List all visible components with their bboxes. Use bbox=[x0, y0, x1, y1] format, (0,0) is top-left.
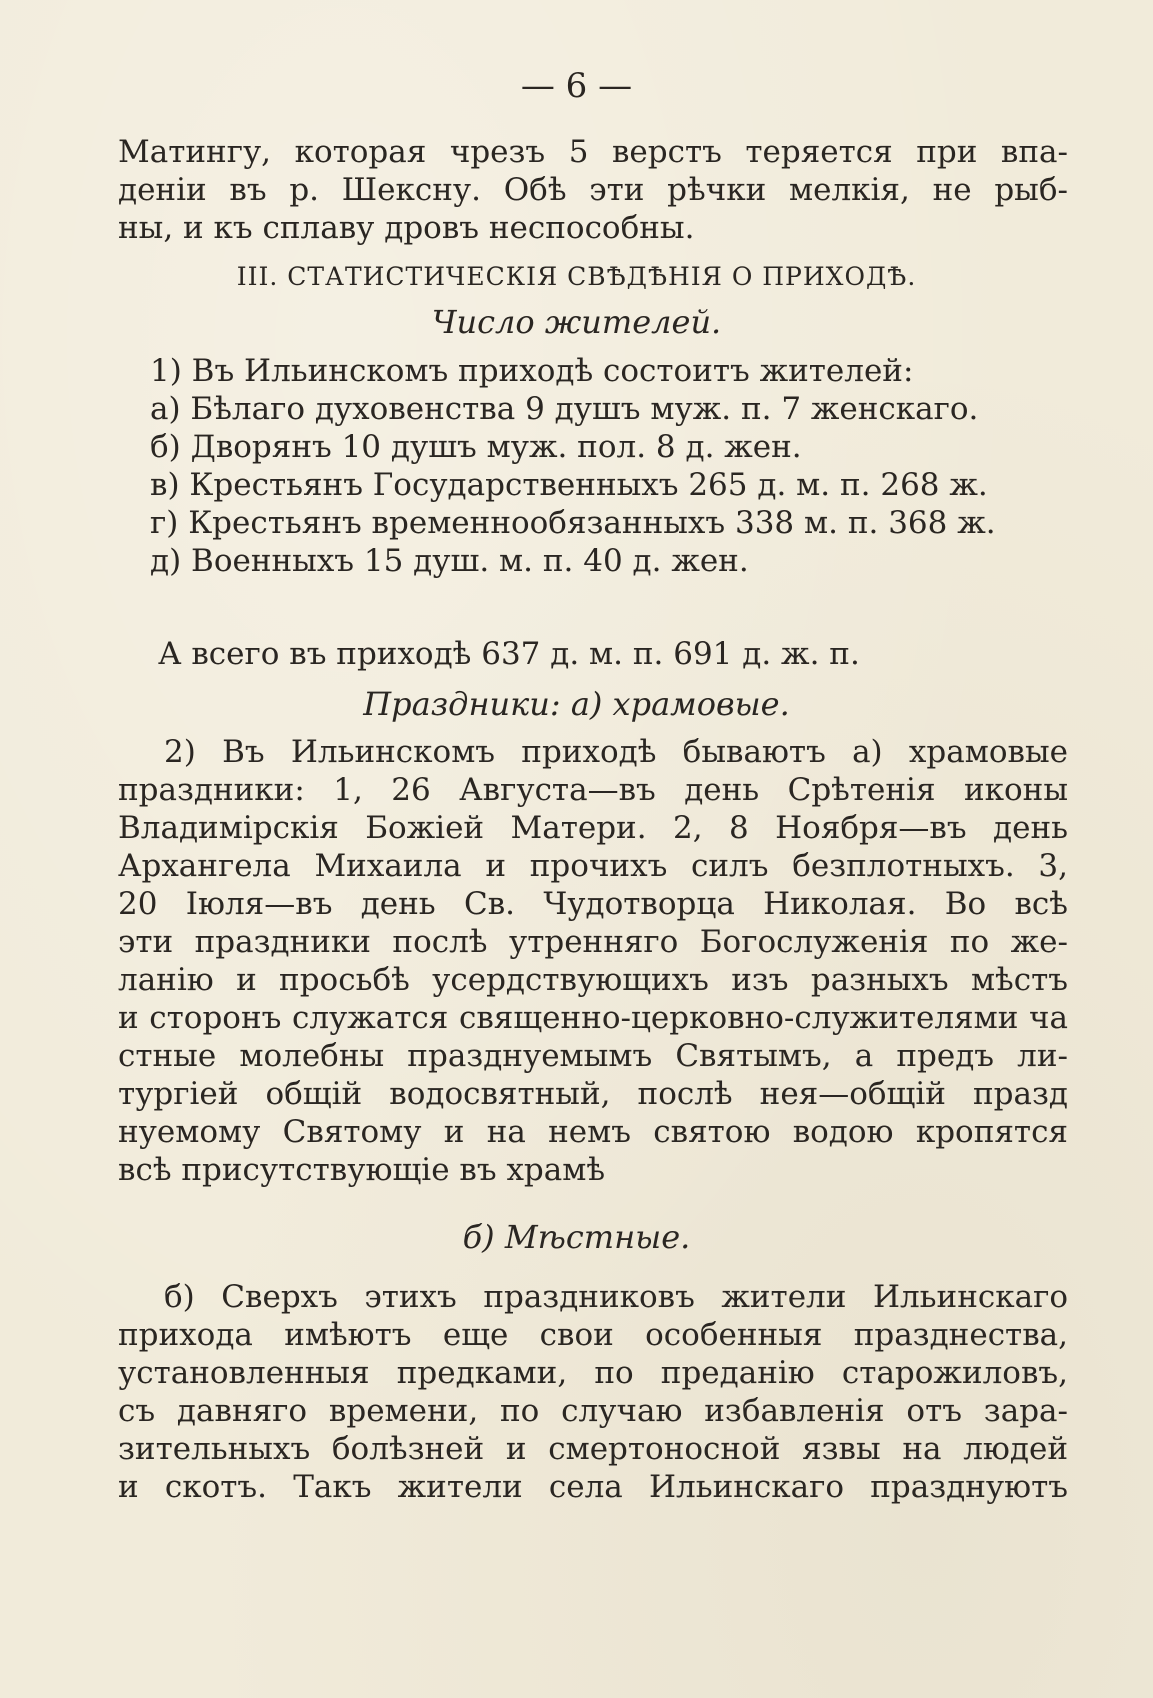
text-line: 20 Іюля—въ день Св. Чудотворца Николая. Во всѣ bbox=[118, 886, 1068, 922]
text-line: установленныя предками, по преданію старожиловъ, bbox=[118, 1355, 1068, 1391]
text-line: Владимірскія Божіей Матери. 2, 8 Ноября—въ день bbox=[118, 810, 1068, 846]
list-item: д) Военныхъ 15 душ. м. п. 40 д. жен. bbox=[150, 543, 749, 579]
text-line: тургіей общій водосвятный, послѣ нея—общій празд bbox=[118, 1076, 1068, 1112]
section-heading: III. СТАТИСТИЧЕСКІЯ СВѢДѢНІЯ О ПРИХОДѢ. bbox=[236, 262, 917, 291]
list-item: а) Бѣлаго духовенства 9 душъ муж. п. 7 женскаго. bbox=[150, 391, 979, 427]
text-line: стные молебны празднуемымъ Святымъ, а предъ ли- bbox=[118, 1038, 1068, 1074]
text-line: Матингу, которая чрезъ 5 верстъ теряется при впа- bbox=[118, 134, 1068, 170]
population-total bbox=[158, 635, 1038, 673]
text-line: б) Сверхъ этихъ праздниковъ жители Ильинскаго bbox=[164, 1279, 1068, 1315]
text-line: деніи въ р. Шексну. Обѣ эти рѣчки мелкія, не рыб- bbox=[118, 172, 1068, 208]
local-subtitle: б) Мѣстные. bbox=[462, 1218, 691, 1256]
text-line: Архангела Михаила и прочихъ силъ безплотныхъ. 3, bbox=[118, 848, 1068, 884]
text-line: всѣ присутствующіе въ храмѣ bbox=[118, 1152, 606, 1188]
holidays-paragraph bbox=[118, 733, 1068, 1189]
list-item: 1) Въ Ильинскомъ приходѣ состоитъ жителей: bbox=[150, 353, 914, 389]
text-line: зительныхъ болѣзней и смертоносной язвы на людей bbox=[118, 1431, 1068, 1467]
list-item: г) Крестьянъ временнообязанныхъ 338 м. п. 368 ж. bbox=[150, 505, 996, 541]
list-item: б) Дворянъ 10 душъ муж. пол. 8 д. жен. bbox=[150, 429, 802, 465]
holidays-subtitle: Праздники: а) храмовые. bbox=[363, 685, 790, 723]
intro-paragraph bbox=[118, 133, 1068, 247]
text-line: 2) Въ Ильинскомъ приходѣ бываютъ а) храмовые bbox=[164, 734, 1068, 770]
text-line: ны, и къ сплаву дровъ неспособны. bbox=[118, 210, 695, 246]
text-line: эти праздники послѣ утренняго Богослуженія по же- bbox=[118, 924, 1068, 960]
list-item: в) Крестьянъ Государственныхъ 265 д. м. п. 268 ж. bbox=[150, 467, 988, 503]
population-subtitle: Число жителей. bbox=[431, 303, 722, 341]
text-line: съ давняго времени, по случаю избавленія отъ зара- bbox=[118, 1393, 1068, 1429]
population-list bbox=[150, 352, 1050, 580]
text-line: прихода имѣютъ еще свои особенныя празднества, bbox=[118, 1317, 1068, 1353]
text-line: праздники: 1, 26 Августа—въ день Срѣтенія иконы bbox=[118, 772, 1068, 808]
page-number: — 6 — bbox=[520, 66, 633, 106]
text-line: нуемому Святому и на немъ святою водою кропятся bbox=[118, 1114, 1068, 1150]
local-paragraph bbox=[118, 1278, 1068, 1506]
text-line: и сторонъ служатся священно-церковно-служителями ча bbox=[118, 1000, 1068, 1036]
text-line: и скотъ. Такъ жители села Ильинскаго празднуютъ bbox=[118, 1469, 1068, 1505]
total-line: А всего въ приходѣ 637 д. м. п. 691 д. ж. п. bbox=[158, 636, 860, 672]
text-line: ланію и просьбѣ усердствующихъ изъ разныхъ мѣстъ bbox=[118, 962, 1068, 998]
